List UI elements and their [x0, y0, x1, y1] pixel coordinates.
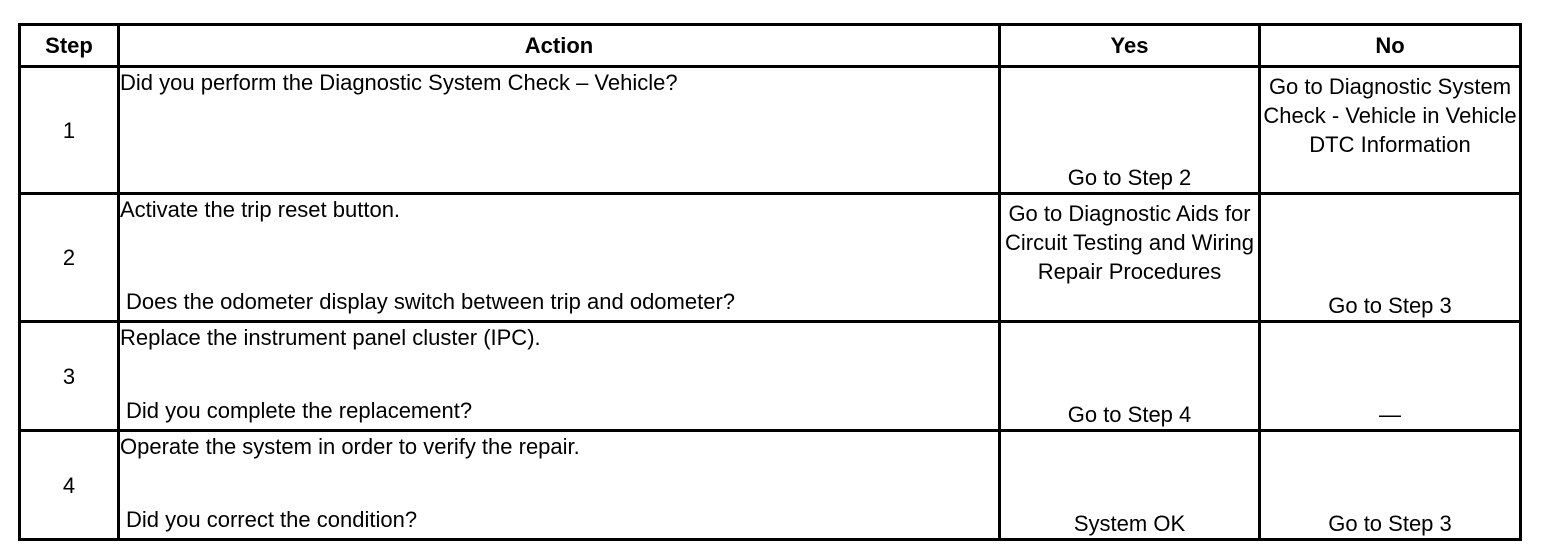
yes-cell: Go to Step 2 — [1000, 67, 1260, 194]
action-question: Does the odometer display switch between trip and odometer? — [126, 289, 736, 314]
yes-cell: System OK — [1000, 431, 1260, 540]
table-row — [20, 194, 1521, 322]
step-number: 2 — [20, 194, 119, 322]
no-cell: — — [1260, 322, 1521, 431]
diagnostic-table — [18, 23, 1522, 541]
table-row — [20, 431, 1521, 540]
action-cell — [119, 322, 1000, 431]
action-cell — [119, 431, 1000, 540]
yes-cell: Go to Diagnostic Aids for Circuit Testing and Wiring Repair Procedures — [1000, 194, 1260, 322]
table-row — [20, 322, 1521, 431]
action-question: Did you complete the replacement? — [126, 398, 473, 423]
header-action: Action — [119, 25, 1000, 67]
step-number: 1 — [20, 67, 119, 194]
table-row — [20, 67, 1521, 194]
header-yes: Yes — [1000, 25, 1260, 67]
action-text: Operate the system in order to verify the repair. — [120, 434, 580, 459]
action-text: Activate the trip reset button. — [120, 197, 401, 222]
action-text: Did you perform the Diagnostic System Check – Vehicle? — [120, 70, 678, 95]
step-number: 4 — [20, 431, 119, 540]
step-number: 3 — [20, 322, 119, 431]
yes-cell: Go to Step 4 — [1000, 322, 1260, 431]
action-cell — [119, 194, 1000, 322]
no-cell: Go to Step 3 — [1260, 431, 1521, 540]
no-cell: Go to Diagnostic System Check - Vehicle in Vehicle DTC Information — [1260, 67, 1521, 194]
header-no: No — [1260, 25, 1521, 67]
no-cell: Go to Step 3 — [1260, 194, 1521, 322]
action-text: Replace the instrument panel cluster (IPC). — [120, 325, 541, 350]
header-step: Step — [20, 25, 119, 67]
action-cell — [119, 67, 1000, 194]
table-header-row — [20, 25, 1521, 67]
action-question: Did you correct the condition? — [126, 507, 418, 532]
